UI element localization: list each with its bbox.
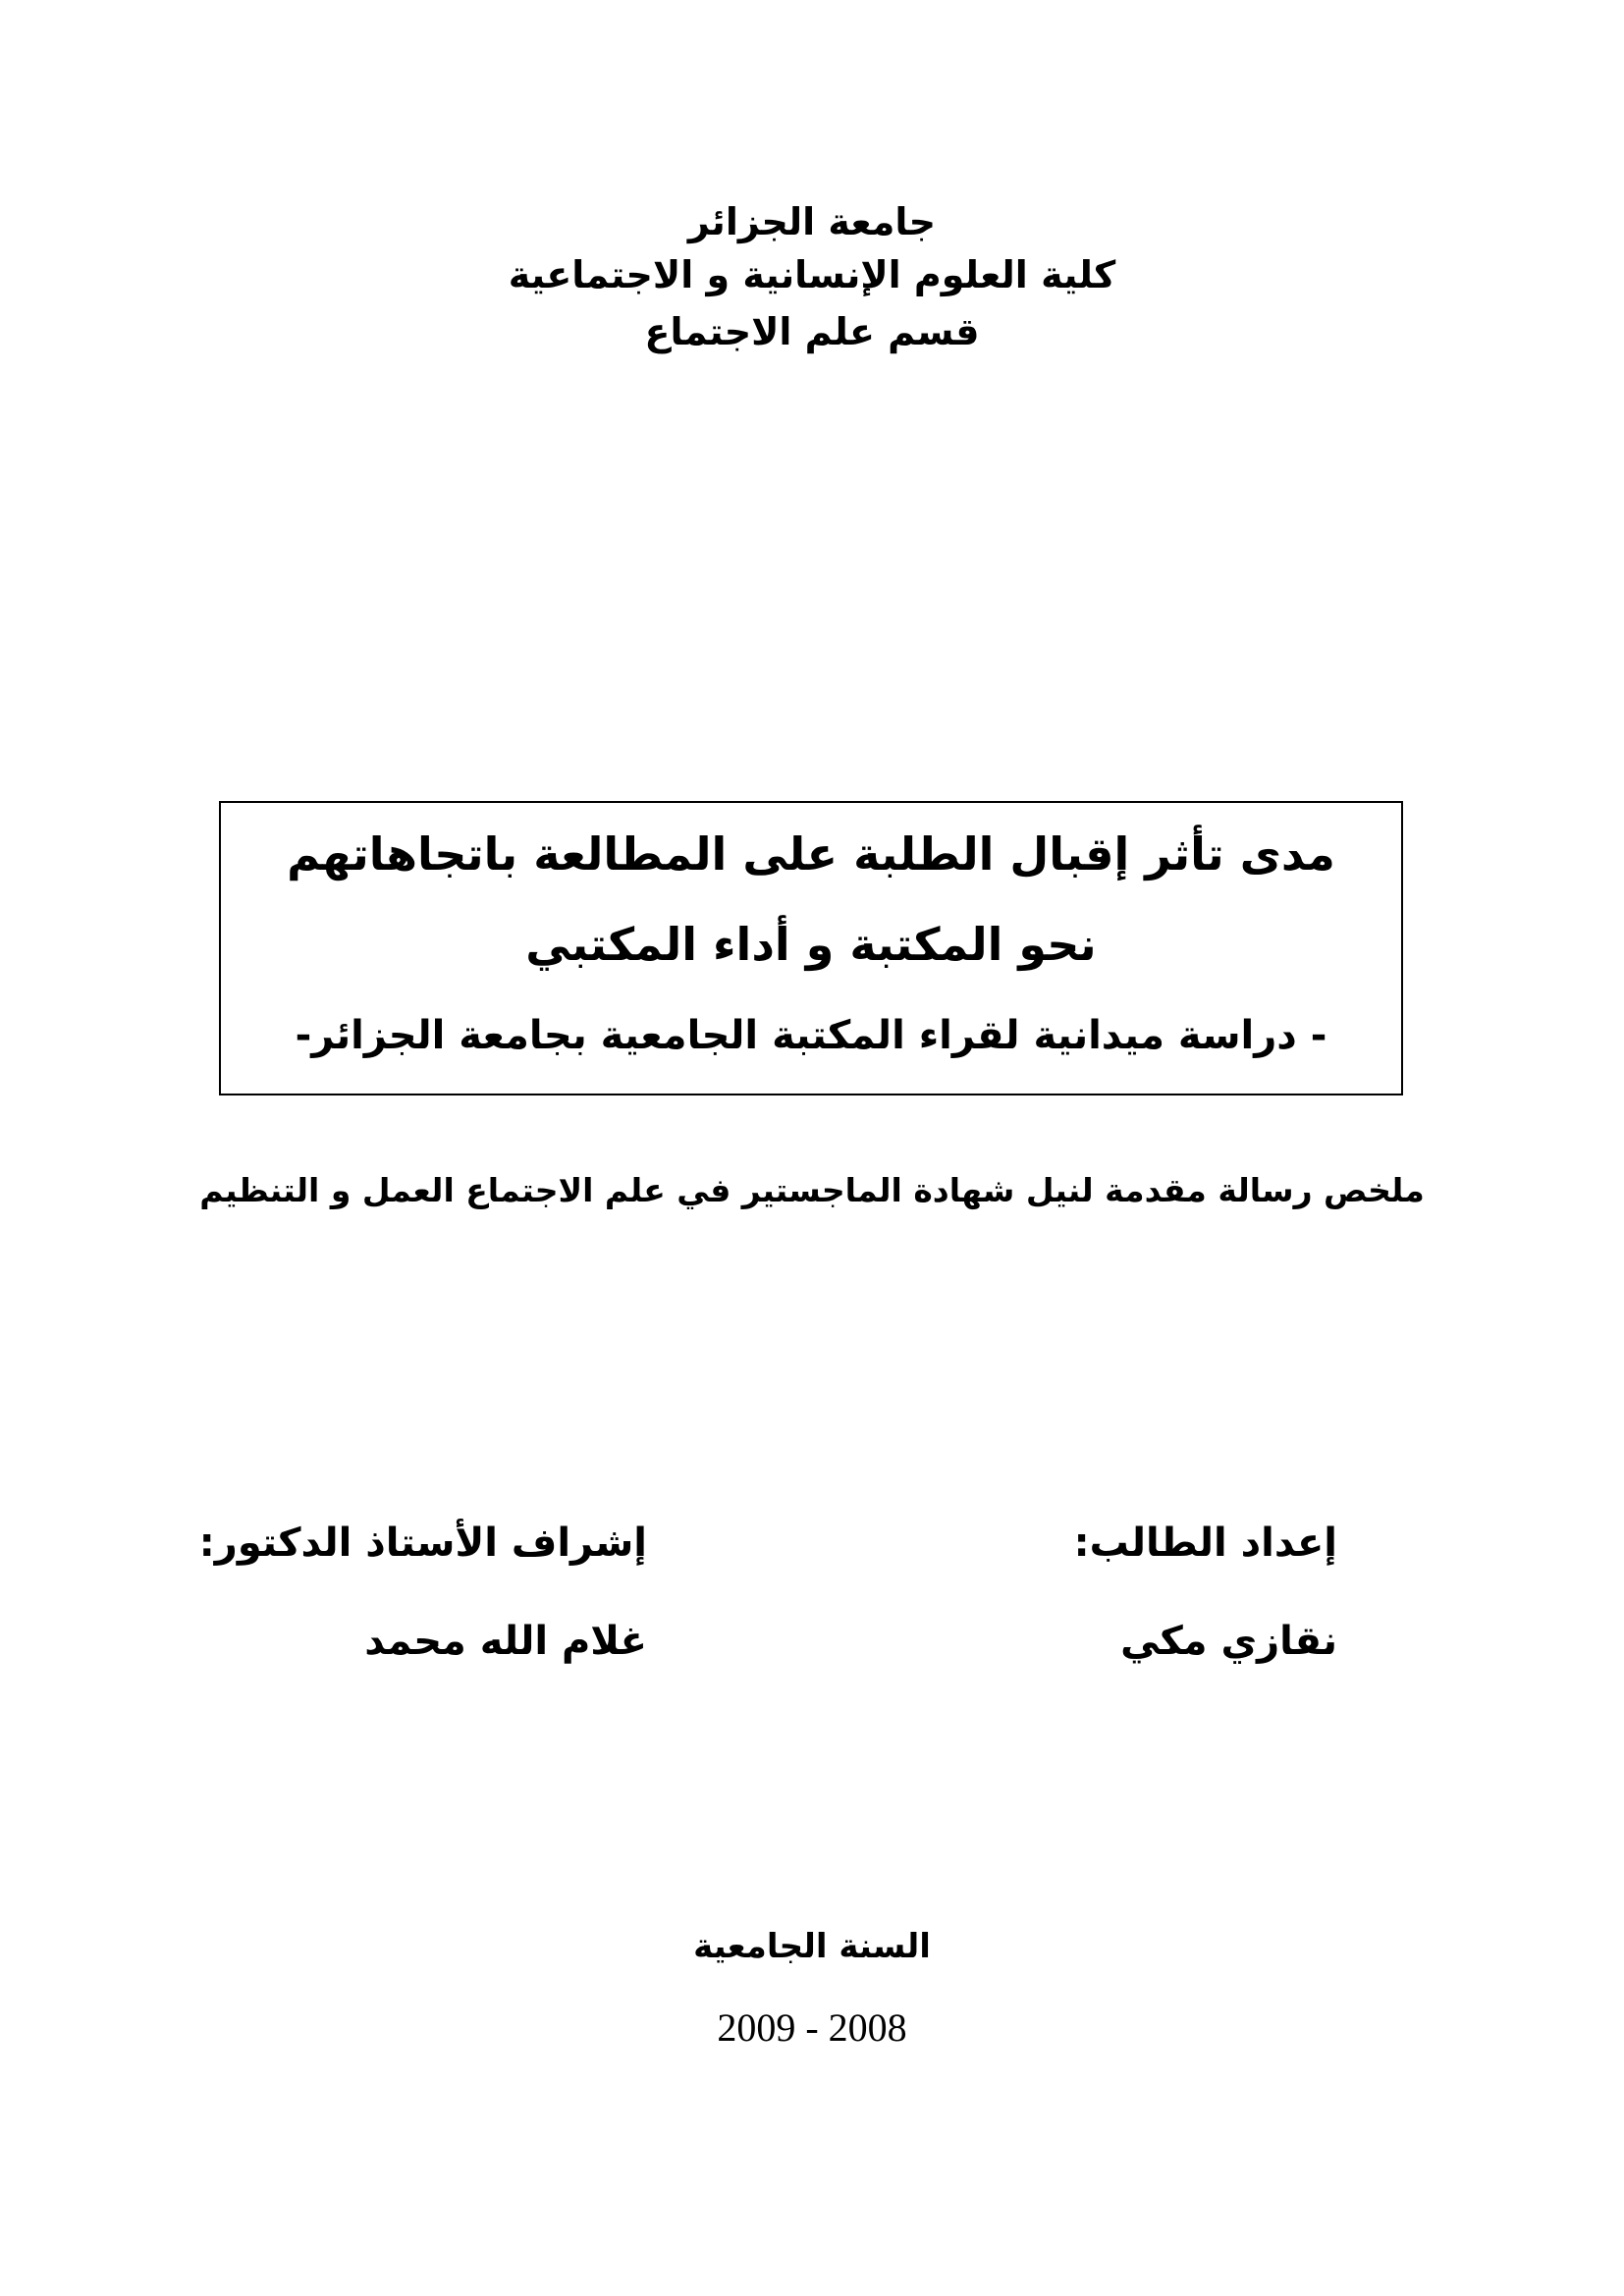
thesis-title-box — [219, 801, 1403, 1095]
thesis-title-line-2: نحو المكتبة و أداء المكتبي — [525, 918, 1097, 971]
student-label: إعداد الطالب: — [1073, 1521, 1337, 1566]
thesis-title-line-1: مدى تأثر إقبال الطلبة على المطالعة باتجاهاتهم — [287, 828, 1335, 881]
thesis-subtitle: - دراسة ميدانية لقراء المكتبة الجامعية بجامعة الجزائر- — [295, 1013, 1327, 1058]
supervisor-label: إشراف الأستاذ الدكتور: — [198, 1521, 647, 1566]
academic-year-label: السنة الجامعية — [693, 1927, 931, 1966]
university-name: جامعة الجزائر — [687, 200, 937, 243]
faculty-name: كلية العلوم الإنسانية و الاجتماعية — [508, 253, 1116, 296]
thesis-summary-line: ملخص رسالة مقدمة لنيل شهادة الماجستير في علم الاجتماع العمل و التنظيم — [199, 1171, 1425, 1209]
student-name: نقازي مكي — [1120, 1619, 1337, 1664]
academic-year-value: 2009 - 2008 — [717, 2005, 907, 2050]
supervisor-name: غلام الله محمد — [364, 1619, 647, 1664]
department-name: قسم علم الاجتماع — [644, 310, 980, 353]
